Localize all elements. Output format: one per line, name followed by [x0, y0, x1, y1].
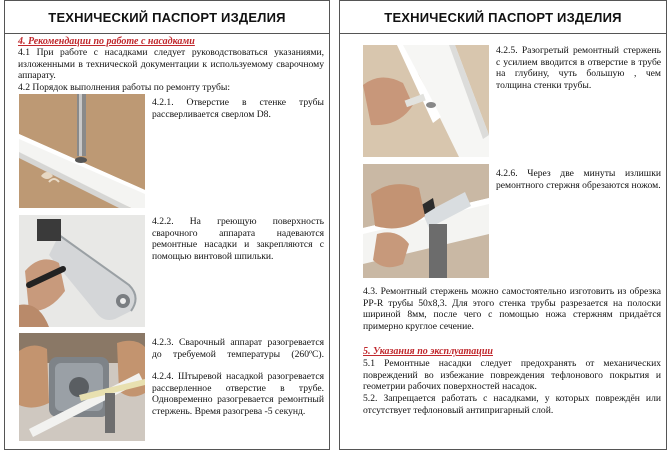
- step-4-2-2-text: 4.2.2. На греющую поверхность сварочного аппарата надеваются ремонтные насадки и закрепляются с помощью винтовой шпильки.: [152, 216, 324, 262]
- paragraph-5-1: 5.1 Ремонтные насадки следует предохранять от механических повреждений во избежание повреждения тефлонового покрытия и геометрии рабочих поверхностей насадок.: [363, 358, 661, 392]
- photo-drilling: [19, 94, 145, 208]
- section-5-heading: 5. Указания по эксплуатации: [363, 346, 493, 357]
- left-page-title: ТЕХНИЧЕСКИЙ ПАСПОРТ ИЗДЕЛИЯ: [5, 1, 329, 34]
- paragraph-5-2: 5.2. Запрещается работать с насадками, у которых повреждён или отсутствует тефлоновый антипригарный слой.: [363, 393, 661, 416]
- step-4-2-3-text: 4.2.3. Сварочный аппарат разогревается до требуемой температуры (260ºС).: [152, 337, 324, 360]
- step-4-2-4-text: 4.2.4. Штыревой насадкой разогревается рассверленное отверстие в трубе. Одновременно разогревается ремонтный стержень. Время разогрева -5 секунд.: [152, 371, 324, 417]
- section-4-heading: 4. Рекомендации по работе с насадками: [18, 36, 195, 47]
- right-page: [339, 0, 667, 450]
- step-4-2-1-text: 4.2.1. Отверстие в стенке трубы рассверливается сверлом D8.: [152, 97, 324, 120]
- paragraph-4-3: 4.3. Ремонтный стержень можно самостоятельно изготовить из обрезка PP-R трубы 50x8,3. Для этого стенка трубы разрезается на полоски шириной 8мм, после чего с помощью ножа стержням придаётся примерно круглое сечение.: [363, 286, 661, 332]
- paragraph-4-1: 4.1 При работе с насадками следует руководствоваться указаниями, изложенными в технической документации к используемому сварочному аппарату.: [18, 47, 324, 81]
- photo-inserting-rod: [363, 45, 489, 157]
- right-page-title: ТЕХНИЧЕСКИЙ ПАСПОРТ ИЗДЕЛИЯ: [340, 1, 666, 34]
- step-4-2-5-text: 4.2.5. Разогретый ремонтный стержень с усилием вводится в отверстие в трубе на глубину, чуть большую , чем толщина стенки трубы.: [496, 45, 661, 91]
- photo-mounting-nozzles: [19, 215, 145, 327]
- paragraph-4-2: 4.2 Порядок выполнения работы по ремонту трубы:: [18, 82, 231, 93]
- photo-cutting-excess: [363, 164, 489, 278]
- photo-heating: [19, 333, 145, 441]
- left-page: [4, 0, 330, 450]
- step-4-2-6-text: 4.2.6. Через две минуты излишки ремонтного стержня обрезаются ножом.: [496, 168, 661, 191]
